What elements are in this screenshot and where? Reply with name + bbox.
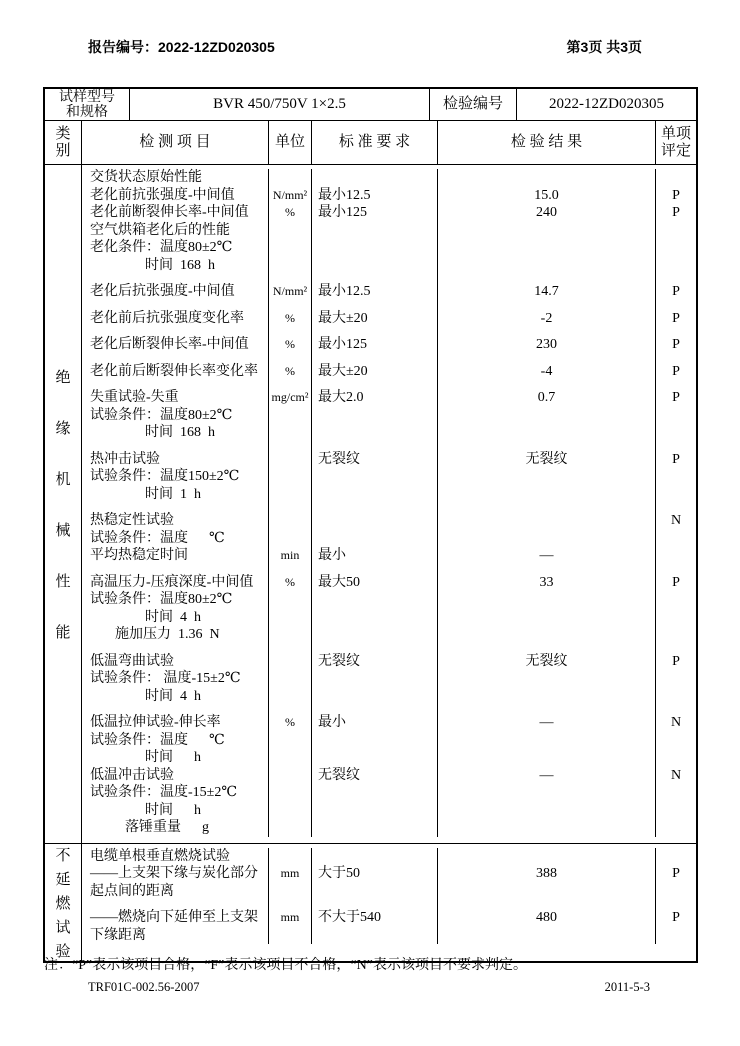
result-cell: 240 <box>438 204 656 222</box>
test-line <box>82 767 696 785</box>
item-cell: 时间 h <box>82 802 269 820</box>
test-line <box>82 819 696 837</box>
sample-type-value: BVR 450/750V 1×2.5 <box>130 89 430 120</box>
verdict-cell <box>656 609 696 627</box>
result-cell <box>438 257 656 275</box>
unit-cell <box>269 222 312 240</box>
table-body <box>45 165 696 961</box>
standard-cell: 最小 <box>312 547 438 565</box>
standard-cell: 大于50 <box>312 865 438 900</box>
item-cell: 落锤重量 g <box>82 819 269 837</box>
test-line <box>82 749 696 767</box>
unit-cell: mm <box>269 900 312 944</box>
item-cell: 老化前后抗张强度变化率 <box>82 301 269 328</box>
verdict-cell: N <box>670 767 682 783</box>
unit-cell <box>269 424 312 442</box>
report-number: 报告编号：2022-12ZD020305 <box>88 39 275 55</box>
verdict-cell: P <box>672 451 680 467</box>
unit-cell <box>269 688 312 706</box>
report-table <box>43 87 698 963</box>
unit-cell: % <box>269 565 312 592</box>
item-cell: 试验条件：温度 ℃ <box>82 530 269 548</box>
verdict-cell <box>656 257 696 275</box>
section-1 <box>45 844 696 961</box>
item-cell: 交货状态原始性能 <box>82 169 269 187</box>
footnote: 注：“P”表示该项目合格，“F”表示该项目不合格，“N”表示该项目不要求判定。 <box>44 958 527 973</box>
unit-cell <box>269 239 312 257</box>
item-cell: 老化条件：温度80±2℃ <box>82 239 269 257</box>
result-cell: — <box>438 767 656 785</box>
test-line <box>82 424 696 442</box>
item-cell: 老化前断裂伸长率-中间值 <box>82 204 269 222</box>
verdict-cell <box>656 749 696 767</box>
result-cell: 230 <box>438 327 656 354</box>
standard-cell: 最小12.5 <box>312 274 438 301</box>
unit-cell <box>269 819 312 837</box>
category-label: 不 延 燃 试 验 <box>45 844 82 961</box>
verdict-cell: N <box>670 513 682 528</box>
standard-cell <box>312 486 438 504</box>
unit-cell <box>269 670 312 688</box>
test-line <box>82 169 696 187</box>
inspection-number-label: 检验编号 <box>430 89 517 120</box>
column-test-item: 检 测 项 目 <box>82 121 269 164</box>
item-cell: 时间 1 h <box>82 486 269 504</box>
unit-cell: % <box>269 705 312 732</box>
item-cell: 老化后抗张强度-中间值 <box>82 274 269 301</box>
unit-cell: % <box>269 327 312 354</box>
verdict-cell: P <box>672 653 680 669</box>
unit-cell <box>269 442 312 469</box>
verdict-cell <box>656 468 696 486</box>
unit-cell: mg/cm² <box>269 380 312 407</box>
result-cell: 0.7 <box>438 380 656 407</box>
standard-cell <box>312 848 438 866</box>
inspection-number-value: 2022-12ZD020305 <box>549 96 664 112</box>
standard-cell <box>312 424 438 442</box>
sample-info-row <box>45 89 696 121</box>
result-cell <box>438 424 656 442</box>
result-cell <box>438 784 656 802</box>
item-cell: 老化前后断裂伸长率变化率 <box>82 354 269 381</box>
unit-cell: % <box>269 204 312 222</box>
unit-cell <box>269 530 312 548</box>
unit-cell <box>269 784 312 802</box>
unit-cell: N/mm² <box>269 187 312 205</box>
result-cell <box>438 732 656 750</box>
standard-cell <box>312 222 438 240</box>
column-standard-requirement: 标 准 要 求 <box>312 121 438 164</box>
verdict-cell <box>656 819 696 837</box>
standard-cell <box>312 257 438 275</box>
verdict-cell <box>656 688 696 706</box>
verdict-cell <box>656 732 696 750</box>
test-line <box>82 530 696 548</box>
unit-cell: % <box>269 301 312 328</box>
verdict-cell <box>656 169 696 187</box>
unit-cell: min <box>269 547 312 565</box>
verdict-cell: P <box>672 337 680 352</box>
standard-cell <box>312 626 438 644</box>
unit-cell: % <box>269 354 312 381</box>
result-cell <box>438 239 656 257</box>
unit-cell <box>269 407 312 425</box>
verdict-cell: P <box>672 910 680 925</box>
standard-cell: 无裂纹 <box>312 442 438 469</box>
verdict-cell <box>656 670 696 688</box>
unit-cell <box>269 169 312 187</box>
column-header-row <box>45 121 696 165</box>
unit-cell <box>269 609 312 627</box>
standard-cell: 最小 <box>312 705 438 732</box>
result-cell <box>438 486 656 504</box>
verdict-cell <box>656 547 696 565</box>
result-cell <box>438 222 656 240</box>
unit-cell <box>269 732 312 750</box>
result-cell: — <box>438 547 656 565</box>
unit-cell <box>269 503 312 530</box>
test-line <box>82 626 696 644</box>
item-cell: 试验条件：温度80±2℃ <box>82 591 269 609</box>
item-cell: 时间 h <box>82 749 269 767</box>
verdict-cell: P <box>672 574 680 590</box>
result-cell <box>438 530 656 548</box>
test-line <box>82 865 696 900</box>
standard-cell <box>312 407 438 425</box>
standard-cell: 最大2.0 <box>312 380 438 407</box>
standard-cell <box>312 468 438 486</box>
result-cell: 33 <box>438 565 656 592</box>
item-cell: 电缆单根垂直燃烧试验 <box>82 848 269 866</box>
item-cell: 高温压力-压痕深度-中间值 <box>82 565 269 592</box>
standard-cell: 最小125 <box>312 204 438 222</box>
page-footer <box>88 980 650 995</box>
item-cell: 平均热稳定时间 <box>82 547 269 565</box>
test-line <box>82 565 696 592</box>
result-cell <box>438 468 656 486</box>
test-line <box>82 802 696 820</box>
result-cell: 15.0 <box>438 187 656 205</box>
verdict-cell: P <box>672 390 680 405</box>
test-line <box>82 301 696 328</box>
item-cell: 试验条件： 温度-15±2℃ <box>82 670 269 688</box>
standard-cell: 最大±20 <box>312 354 438 381</box>
item-cell: 试验条件：温度150±2℃ <box>82 468 269 486</box>
verdict-cell <box>656 591 696 609</box>
test-line <box>82 407 696 425</box>
result-cell <box>438 626 656 644</box>
standard-cell: 最大50 <box>312 565 438 592</box>
standard-cell <box>312 169 438 187</box>
test-line <box>82 274 696 301</box>
standard-cell <box>312 530 438 548</box>
verdict-cell <box>656 239 696 257</box>
test-line <box>82 609 696 627</box>
verdict-cell: N <box>670 715 682 730</box>
result-cell <box>438 670 656 688</box>
verdict-cell <box>656 784 696 802</box>
unit-cell <box>269 749 312 767</box>
verdict-cell <box>656 626 696 644</box>
verdict-cell <box>656 530 696 548</box>
section-0 <box>45 165 696 844</box>
item-cell: 试验条件：温度 ℃ <box>82 732 269 750</box>
item-cell: 低温弯曲试验 <box>82 644 269 671</box>
category-label: 绝 缘 机 械 性 能 <box>45 165 82 843</box>
unit-cell <box>269 802 312 820</box>
result-cell <box>438 819 656 837</box>
unit-cell: N/mm² <box>269 274 312 301</box>
verdict-cell: P <box>672 284 680 299</box>
page-header <box>88 37 642 57</box>
result-cell: 无裂纹 <box>438 644 656 671</box>
test-line <box>82 784 696 802</box>
unit-cell <box>269 257 312 275</box>
test-line <box>82 670 696 688</box>
standard-cell: 无裂纹 <box>312 644 438 671</box>
result-cell: -4 <box>438 354 656 381</box>
test-line <box>82 591 696 609</box>
test-line <box>82 380 696 407</box>
test-line <box>82 705 696 732</box>
standard-cell <box>312 670 438 688</box>
result-cell: — <box>438 705 656 732</box>
test-line <box>82 257 696 275</box>
form-number: TRF01C-002.56-2007 <box>88 980 200 994</box>
result-cell: -2 <box>438 301 656 328</box>
test-line <box>82 644 696 671</box>
standard-cell <box>312 239 438 257</box>
verdict-cell <box>656 486 696 504</box>
unit-cell <box>269 848 312 866</box>
item-cell: ——上支架下缘与炭化部分起点间的距离 <box>82 865 269 900</box>
sample-type-label: 试样型号 和规格 <box>45 89 130 120</box>
verdict-cell <box>656 848 696 866</box>
item-cell: 试验条件：温度80±2℃ <box>82 407 269 425</box>
item-cell: 老化后断裂伸长率-中间值 <box>82 327 269 354</box>
unit-cell: mm <box>269 865 312 900</box>
standard-cell <box>312 688 438 706</box>
verdict-cell: P <box>672 310 680 326</box>
standard-cell <box>312 609 438 627</box>
standard-cell: 最小125 <box>312 327 438 354</box>
test-line <box>82 732 696 750</box>
verdict-cell: P <box>672 187 680 203</box>
verdict-cell <box>656 424 696 442</box>
page-indicator: 第3页 共3页 <box>566 39 642 55</box>
test-line <box>82 187 696 205</box>
unit-cell <box>269 468 312 486</box>
item-cell: 时间 168 h <box>82 257 269 275</box>
test-line <box>82 442 696 469</box>
column-item-verdict: 单项 评定 <box>660 125 691 159</box>
result-cell <box>438 609 656 627</box>
column-unit: 单位 <box>269 121 312 164</box>
test-line <box>82 468 696 486</box>
standard-cell <box>312 784 438 802</box>
unit-cell <box>269 486 312 504</box>
test-line <box>82 900 696 944</box>
unit-cell <box>269 767 312 785</box>
item-cell: 空气烘箱老化后的性能 <box>82 222 269 240</box>
standard-cell <box>312 802 438 820</box>
unit-cell <box>269 591 312 609</box>
test-line <box>82 503 696 530</box>
item-cell: 试验条件：温度-15±2℃ <box>82 784 269 802</box>
verdict-cell <box>656 222 696 240</box>
item-cell: 老化前抗张强度-中间值 <box>82 187 269 205</box>
item-cell: 失重试验-失重 <box>82 380 269 407</box>
item-cell: 低温冲击试验 <box>82 767 269 785</box>
result-cell <box>438 169 656 187</box>
item-cell: 时间 4 h <box>82 609 269 627</box>
standard-cell <box>312 732 438 750</box>
result-cell: 388 <box>438 865 656 900</box>
test-line <box>82 486 696 504</box>
item-cell: 施加压力 1.36 N <box>82 626 269 644</box>
column-inspection-result: 检 验 结 果 <box>438 121 656 164</box>
test-line <box>82 204 696 222</box>
result-cell <box>438 802 656 820</box>
result-cell <box>438 749 656 767</box>
result-cell <box>438 848 656 866</box>
verdict-cell: P <box>672 205 680 220</box>
standard-cell: 最小12.5 <box>312 187 438 205</box>
unit-cell <box>269 626 312 644</box>
standard-cell <box>312 819 438 837</box>
test-line <box>82 547 696 565</box>
standard-cell <box>312 749 438 767</box>
result-cell <box>438 591 656 609</box>
test-line <box>82 688 696 706</box>
test-line <box>82 239 696 257</box>
standard-cell <box>312 591 438 609</box>
verdict-cell <box>656 407 696 425</box>
item-cell: 低温拉伸试验-伸长率 <box>82 705 269 732</box>
verdict-cell: P <box>672 363 680 379</box>
test-line <box>82 848 696 866</box>
result-cell <box>438 407 656 425</box>
result-cell <box>438 503 656 530</box>
item-cell: 时间 168 h <box>82 424 269 442</box>
result-cell: 14.7 <box>438 274 656 301</box>
verdict-cell <box>656 802 696 820</box>
test-line <box>82 354 696 381</box>
result-cell: 无裂纹 <box>438 442 656 469</box>
result-cell: 480 <box>438 900 656 944</box>
standard-cell: 最大±20 <box>312 301 438 328</box>
standard-cell <box>312 503 438 530</box>
result-cell <box>438 688 656 706</box>
item-cell: 热稳定性试验 <box>82 503 269 530</box>
item-cell: 热冲击试验 <box>82 442 269 469</box>
standard-cell: 无裂纹 <box>312 767 438 785</box>
footer-date: 2011-5-3 <box>604 980 650 994</box>
standard-cell: 不大于540 <box>312 900 438 944</box>
item-cell: ——燃烧向下延伸至上支架下缘距离 <box>82 900 269 944</box>
test-line <box>82 222 696 240</box>
test-line <box>82 327 696 354</box>
unit-cell <box>269 644 312 671</box>
column-category: 类 别 <box>45 121 82 164</box>
item-cell: 时间 4 h <box>82 688 269 706</box>
verdict-cell: P <box>672 866 680 881</box>
